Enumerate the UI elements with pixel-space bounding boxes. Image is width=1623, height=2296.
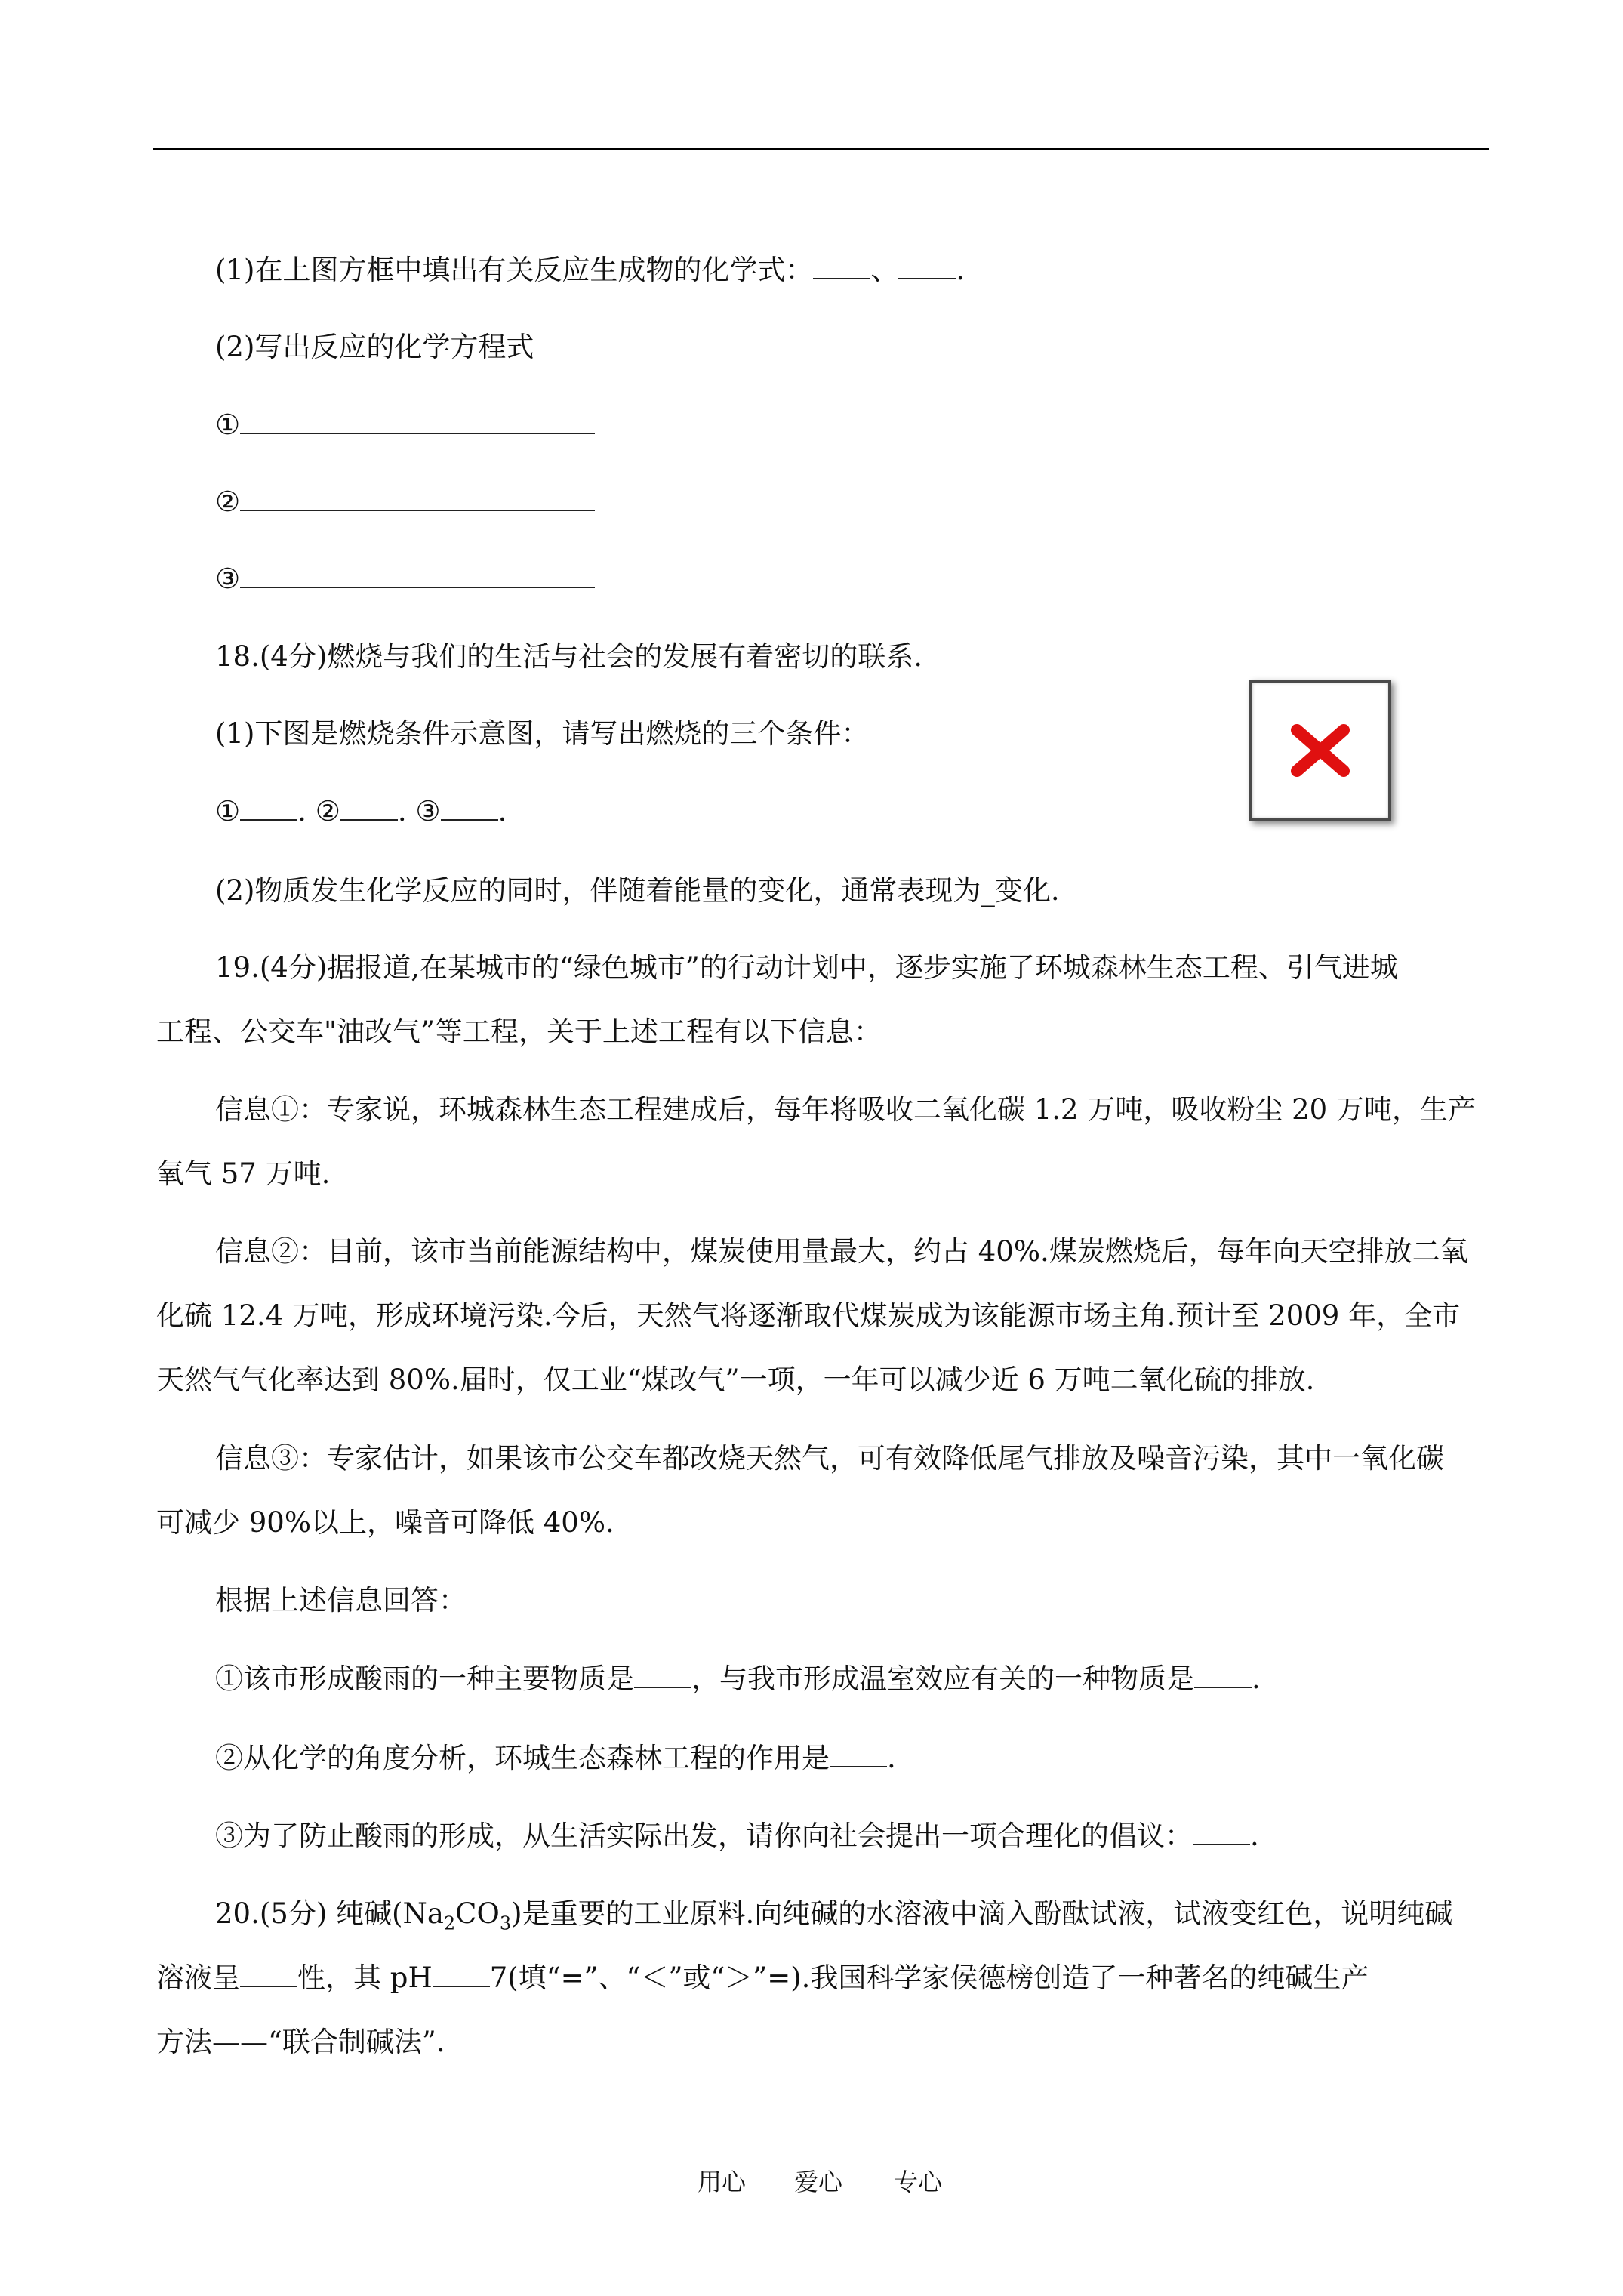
text: CO [455, 1897, 500, 1930]
footer-word-1: 用心 [698, 2168, 747, 2196]
broken-image-icon [1249, 680, 1391, 821]
info2-line2: 化硫 12.4 万吨，形成环境污染.今后，天然气将逐渐取代煤炭成为该能源市场主角.预计至 2009 年，全市 [156, 1299, 1461, 1332]
answer-blank[interactable] [1194, 1664, 1252, 1688]
q19-answer-2 [215, 1742, 896, 1775]
answer-blank[interactable] [813, 255, 870, 279]
equation-blank[interactable] [240, 410, 595, 434]
header-rule [153, 148, 1489, 150]
circled-number: ② [215, 485, 241, 518]
footer-word-3: 专心 [894, 2168, 943, 2196]
q17-equation-1 [215, 408, 595, 442]
equation-blank[interactable] [240, 564, 595, 588]
period: . [1250, 1820, 1259, 1852]
q17-part1-text: (1)在上图方框中填出有关反应生成物的化学式： [215, 254, 814, 286]
circled-number: ① [215, 408, 241, 441]
q17-part2: (2)写出反应的化学方程式 [215, 331, 534, 363]
text: )是重要的工业原料.向纯碱的水溶液中滴入酚酞试液，试液变红色，说明纯碱 [511, 1897, 1453, 1930]
period: . [956, 254, 965, 286]
q20-line2 [156, 1962, 1369, 1995]
circled-number: ③ [415, 795, 441, 827]
circled-number: ③ [215, 562, 241, 595]
answer-blank[interactable] [830, 1743, 887, 1767]
info3-line2: 可减少 90%以上，噪音可降低 40%. [156, 1506, 614, 1539]
text: 20.(5分) 纯碱(Na [215, 1897, 444, 1930]
prompt-text: ①该市形成酸雨的一种主要物质是 [215, 1663, 634, 1695]
info1-line1: 信息①：专家说，环城森林生态工程建成后，每年将吸收二氧化碳 1.2 万吨，吸收粉尘 20 万吨，生产 [215, 1093, 1476, 1126]
q20-line1 [215, 1897, 1453, 1934]
period: . [497, 795, 507, 827]
answer-blank[interactable] [898, 255, 956, 279]
q20-line3: 方法——“联合制碱法”. [156, 2026, 445, 2058]
q19-line1: 19.(4分)据报道,在某城市的“绿色城市”的行动计划中，逐步实施了环城森林生态工程、引气进城 [215, 951, 1398, 984]
period: . [887, 1742, 896, 1774]
footer-word-2: 爱心 [794, 2168, 843, 2196]
answer-blank[interactable] [634, 1664, 691, 1688]
info3-line1: 信息③：专家估计，如果该市公交车都改烧天然气，可有效降低尾气排放及噪音污染，其中一氧化碳 [215, 1442, 1444, 1475]
prompt-text: ②从化学的角度分析，环城生态森林工程的作用是 [215, 1742, 830, 1774]
prompt-text: ，与我市形成温室效应有关的一种物质是 [691, 1663, 1194, 1695]
q19-answer-1 [215, 1663, 1261, 1696]
q19-line2: 工程、公交车"油改气”等工程，关于上述工程有以下信息： [156, 1015, 882, 1048]
q17-equation-2 [215, 485, 595, 519]
q17-part1 [215, 254, 965, 287]
info2-line3: 天然气气化率达到 80%.届时，仅工业“煤改气”一项，一年可以减少近 6 万吨二氧化硫的排放. [156, 1364, 1315, 1396]
text: 7(填“=”、“＜”或“＞”=).我国科学家侯德榜创造了一种著名的纯碱生产 [489, 1962, 1369, 1994]
answer-blank[interactable] [441, 797, 498, 821]
equation-blank[interactable] [240, 487, 595, 511]
subscript: 2 [443, 1912, 456, 1934]
answer-blank[interactable] [1193, 1821, 1250, 1845]
red-x-icon [1286, 724, 1354, 777]
q18-title: 18.(4分)燃烧与我们的生活与社会的发展有着密切的联系. [215, 640, 923, 673]
q18-part2: (2)物质发生化学反应的同时，伴随着能量的变化，通常表现为_变化. [215, 874, 1060, 907]
text: 性，其 pH [297, 1962, 433, 1994]
q18-part1: (1)下图是燃烧条件示意图，请写出燃烧的三个条件： [215, 717, 870, 750]
answer-blank[interactable] [340, 797, 398, 821]
subscript: 3 [499, 1912, 512, 1934]
info1-line2: 氧气 57 万吨. [156, 1157, 331, 1190]
text: 溶液呈 [156, 1962, 240, 1994]
period: . [397, 795, 407, 827]
q19-answer-3 [215, 1820, 1259, 1853]
period: . [297, 795, 306, 827]
answer-blank[interactable] [240, 797, 297, 821]
circled-number: ② [315, 795, 340, 827]
info2-line1: 信息②：目前，该市当前能源结构中，煤炭使用量最大，约占 40%.煤炭燃烧后，每年向天空排放二氧 [215, 1235, 1468, 1268]
q17-equation-3 [215, 562, 595, 596]
q19-ask: 根据上述信息回答： [215, 1584, 467, 1616]
q18-conditions [215, 795, 507, 828]
separator: 、 [870, 254, 899, 286]
prompt-text: ③为了防止酸雨的形成，从生活实际出发，请你向社会提出一项合理化的倡议： [215, 1820, 1193, 1852]
answer-blank[interactable] [433, 1963, 490, 1987]
period: . [1252, 1663, 1261, 1695]
circled-number: ① [215, 795, 241, 827]
answer-blank[interactable] [240, 1963, 297, 1987]
